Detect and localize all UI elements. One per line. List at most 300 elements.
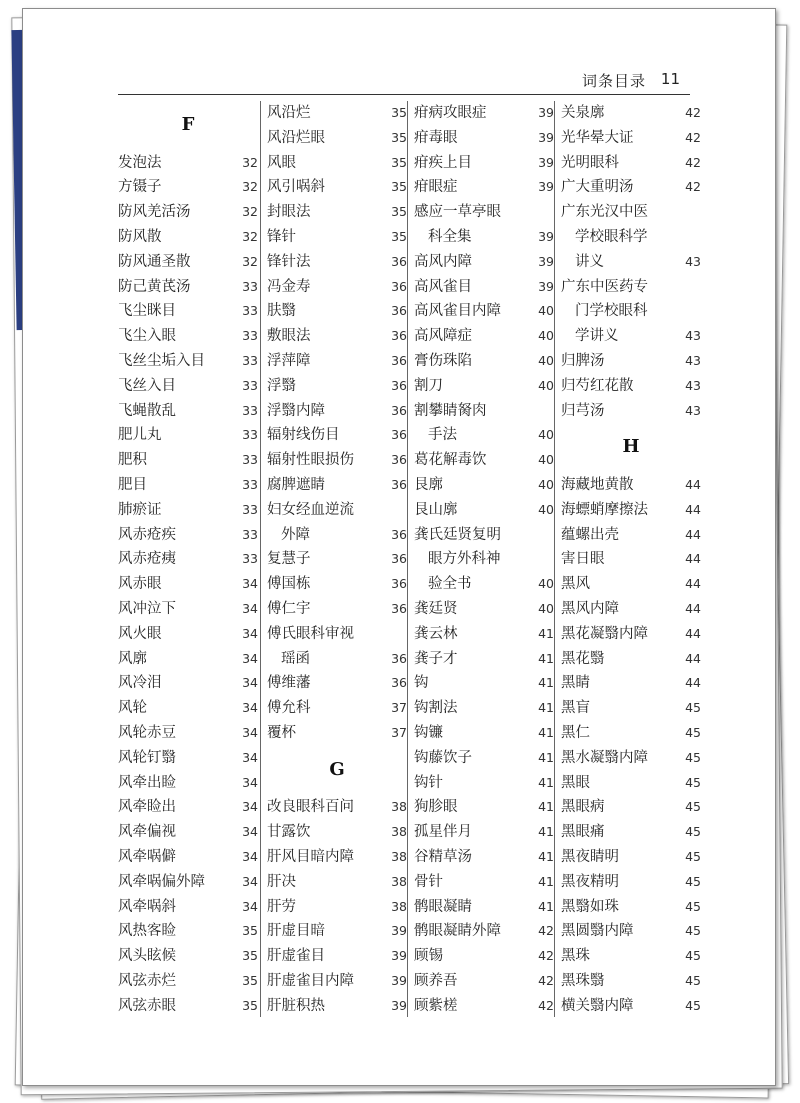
index-entry: [267, 523, 407, 548]
entry-page-number: 40: [538, 328, 554, 344]
entry-page-number: 40: [538, 352, 554, 368]
index-entry: [118, 944, 258, 969]
index-entry: [118, 473, 258, 498]
entry-term: 风轮赤豆: [118, 724, 176, 741]
index-entry: [414, 969, 554, 994]
entry-term: 葛花解毒饮: [414, 452, 487, 469]
index-entry: [414, 151, 554, 176]
entry-term: 防己黄芪汤: [118, 278, 191, 295]
section-letter: [118, 101, 258, 151]
entry-page-number: 35: [391, 129, 407, 145]
entry-page-number: 39: [391, 997, 407, 1013]
entry-page-number: 34: [242, 700, 258, 716]
entry-term: 风牵㖞僻: [118, 848, 176, 865]
index-entry: [267, 200, 407, 225]
entry-page-number: 36: [391, 452, 407, 468]
entry-page-number: 45: [685, 774, 701, 790]
index-entry: [118, 671, 258, 696]
index-entry: [414, 275, 554, 300]
entry-term: 黑水凝翳内障: [561, 749, 648, 766]
entry-term: 风牵㖞斜: [118, 898, 176, 915]
entry-term: 肺瘀证: [118, 501, 162, 518]
entry-term: 钩藤饮子: [414, 749, 472, 766]
entry-term: 龚子才: [414, 650, 458, 667]
index-entry: [561, 622, 701, 647]
index-entry: [118, 919, 258, 944]
entry-page-number: 40: [538, 476, 554, 492]
entry-term: 傅国栋: [267, 576, 311, 593]
index-entry: [414, 523, 554, 548]
entry-page-number: 36: [391, 303, 407, 319]
index-entry: [118, 523, 258, 548]
index-entry: [267, 622, 407, 647]
entry-term: 黑夜精明: [561, 873, 619, 890]
entry-term: 风赤疮痍: [118, 551, 176, 568]
index-entry: [267, 299, 407, 324]
entry-page-number: 45: [685, 898, 701, 914]
index-entry: [561, 101, 701, 126]
index-entry: [561, 399, 701, 424]
entry-term: 孤星伴月: [414, 824, 472, 841]
entry-term: 高风内障: [414, 253, 472, 270]
index-entry: [414, 944, 554, 969]
entry-term: 浮萍障: [267, 352, 311, 369]
index-entry: [267, 473, 407, 498]
entry-term: 高风雀目: [414, 278, 472, 295]
index-entry: [267, 895, 407, 920]
entry-term: 光明眼科: [561, 154, 619, 171]
entry-term: 风眼: [267, 154, 296, 171]
index-entry: [561, 374, 701, 399]
entry-page-number: 43: [685, 402, 701, 418]
index-entry: [414, 994, 554, 1019]
entry-page-number: 37: [391, 724, 407, 740]
index-entry: [267, 498, 407, 523]
entry-page-number: 42: [685, 129, 701, 145]
index-entry: [414, 498, 554, 523]
entry-term: 钩镰: [414, 724, 443, 741]
entry-page-number: 36: [391, 650, 407, 666]
index-entry: [118, 771, 258, 796]
entry-page-number: 42: [685, 105, 701, 120]
index-entry: [561, 126, 701, 151]
entry-term: 黑风: [561, 576, 590, 593]
index-entry: [118, 597, 258, 622]
index-entry: [561, 225, 701, 250]
index-entry: [267, 647, 407, 672]
entry-term: 外障: [281, 526, 310, 543]
entry-term: 黑眼病: [561, 799, 605, 816]
index-entry: [561, 597, 701, 622]
index-entry: [267, 399, 407, 424]
index-entry: [267, 374, 407, 399]
entry-term: 防风通圣散: [118, 253, 191, 270]
entry-page-number: 45: [685, 824, 701, 840]
entry-term: 龚氏廷贤复明: [414, 526, 501, 543]
entry-page-number: 34: [242, 824, 258, 840]
section-letter-label: H: [622, 436, 640, 458]
entry-term: 风热客睑: [118, 923, 176, 940]
entry-term: 锋针法: [267, 253, 311, 270]
index-entry: [561, 647, 701, 672]
entry-term: 风头眩候: [118, 948, 176, 965]
entry-page-number: 45: [685, 873, 701, 889]
entry-page-number: 40: [538, 452, 554, 468]
entry-term: 高风障症: [414, 328, 472, 345]
index-entry: [118, 647, 258, 672]
index-entry: [118, 200, 258, 225]
entry-page-number: 34: [242, 650, 258, 666]
index-entry: [267, 820, 407, 845]
index-entry: [267, 870, 407, 895]
entry-page-number: 40: [538, 303, 554, 319]
index-entry: [414, 448, 554, 473]
entry-term: 讲义: [575, 253, 604, 270]
index-entry: [414, 795, 554, 820]
header-rule: [118, 94, 690, 95]
index-entry: [267, 597, 407, 622]
entry-term: 疳疾上目: [414, 154, 472, 171]
entry-term: 肝虚目暗: [267, 923, 325, 940]
entry-page-number: 35: [242, 997, 258, 1013]
entry-page-number: 35: [242, 948, 258, 964]
entry-page-number: 35: [391, 154, 407, 170]
entry-term: 飞丝入目: [118, 377, 176, 394]
index-entry: [561, 845, 701, 870]
entry-page-number: 36: [391, 278, 407, 294]
entry-page-number: 36: [391, 377, 407, 393]
index-entry: [267, 423, 407, 448]
index-entry: [414, 572, 554, 597]
entry-term: 验全书: [428, 576, 472, 593]
column-divider: [554, 101, 555, 1017]
entry-term: 风牵㖞偏外障: [118, 873, 205, 890]
index-entry: [414, 671, 554, 696]
index-entry: [561, 250, 701, 275]
index-entry: [118, 225, 258, 250]
entry-term: 风沿烂眼: [267, 129, 325, 146]
entry-term: 高风雀目内障: [414, 303, 501, 320]
index-entry: [118, 399, 258, 424]
index-column-2: [267, 101, 407, 1018]
entry-term: 风沿烂: [267, 105, 311, 121]
entry-page-number: 45: [685, 997, 701, 1013]
entry-page-number: 45: [685, 724, 701, 740]
entry-page-number: 33: [242, 501, 258, 517]
entry-page-number: 35: [391, 228, 407, 244]
index-entry: [118, 324, 258, 349]
entry-term: 黑仁: [561, 724, 590, 741]
entry-term: 覆杯: [267, 724, 296, 741]
entry-page-number: 40: [538, 427, 554, 443]
entry-page-number: 41: [538, 898, 554, 914]
entry-term: 鹘眼凝睛外障: [414, 923, 501, 940]
index-entry: [414, 820, 554, 845]
entry-term: 改良眼科百问: [267, 799, 354, 816]
entry-term: 冯金寿: [267, 278, 311, 295]
index-entry: [414, 597, 554, 622]
entry-page-number: 33: [242, 526, 258, 542]
entry-page-number: 35: [391, 105, 407, 120]
entry-page-number: 33: [242, 278, 258, 294]
entry-page-number: 35: [391, 179, 407, 195]
index-entry: [414, 423, 554, 448]
index-entry: [414, 299, 554, 324]
entry-term: 风牵偏视: [118, 824, 176, 841]
index-entry: [561, 349, 701, 374]
entry-term: 归脾汤: [561, 352, 605, 369]
entry-page-number: 34: [242, 625, 258, 641]
index-entry: [267, 845, 407, 870]
index-entry: [118, 696, 258, 721]
index-entry: [118, 423, 258, 448]
entry-page-number: 32: [242, 204, 258, 220]
entry-term: 肝虚雀目: [267, 948, 325, 965]
entry-term: 黑夜睛明: [561, 848, 619, 865]
entry-page-number: 34: [242, 848, 258, 864]
entry-term: 海螵蛸摩擦法: [561, 501, 648, 518]
entry-term: 防风羌活汤: [118, 204, 191, 221]
index-entry: [561, 919, 701, 944]
entry-page-number: 39: [538, 105, 554, 120]
index-entry: [414, 647, 554, 672]
entry-page-number: 39: [538, 154, 554, 170]
entry-term: 关泉廓: [561, 105, 605, 121]
entry-term: 科全集: [428, 228, 472, 245]
entry-page-number: 43: [685, 328, 701, 344]
entry-page-number: 40: [538, 377, 554, 393]
entry-term: 风赤疮疾: [118, 526, 176, 543]
entry-term: 风轮: [118, 700, 147, 717]
entry-page-number: 45: [685, 848, 701, 864]
entry-term: 腐脾遮睛: [267, 476, 325, 493]
entry-term: 风弦赤眼: [118, 997, 176, 1014]
index-entry: [561, 696, 701, 721]
entry-term: 肝虚雀目内障: [267, 972, 354, 989]
entry-term: 黑花翳: [561, 650, 605, 667]
entry-page-number: 33: [242, 551, 258, 567]
entry-page-number: 34: [242, 600, 258, 616]
index-entry: [118, 870, 258, 895]
entry-page-number: 35: [242, 923, 258, 939]
entry-page-number: 33: [242, 377, 258, 393]
index-entry: [561, 771, 701, 796]
entry-page-number: 39: [538, 179, 554, 195]
index-entry: [414, 175, 554, 200]
entry-page-number: 39: [538, 129, 554, 145]
index-entry: [414, 870, 554, 895]
column-divider: [260, 101, 261, 1017]
entry-term: 风赤眼: [118, 576, 162, 593]
entry-term: 肤翳: [267, 303, 296, 320]
entry-term: 骨针: [414, 873, 443, 890]
entry-page-number: 40: [538, 600, 554, 616]
entry-page-number: 41: [538, 675, 554, 691]
entry-term: 肝决: [267, 873, 296, 890]
entry-page-number: 36: [391, 600, 407, 616]
entry-page-number: 43: [685, 377, 701, 393]
index-entry: [118, 275, 258, 300]
entry-term: 蕴螺出壳: [561, 526, 619, 543]
entry-page-number: 41: [538, 873, 554, 889]
page-number: 11: [660, 70, 680, 88]
entry-page-number: 34: [242, 799, 258, 815]
index-entry: [561, 299, 701, 324]
index-entry: [561, 870, 701, 895]
entry-term: 广大重明汤: [561, 179, 634, 196]
entry-page-number: 45: [685, 700, 701, 716]
index-entry: [561, 895, 701, 920]
entry-page-number: 32: [242, 253, 258, 269]
entry-term: 浮翳内障: [267, 402, 325, 419]
entry-page-number: 41: [538, 799, 554, 815]
index-entry: [118, 622, 258, 647]
entry-term: 黑花凝翳内障: [561, 625, 648, 642]
entry-page-number: 32: [242, 154, 258, 170]
index-entry: [414, 721, 554, 746]
entry-term: 手法: [428, 427, 457, 444]
entry-page-number: 39: [391, 948, 407, 964]
entry-term: 防风散: [118, 228, 162, 245]
section-letter-label: G: [329, 758, 345, 780]
entry-page-number: 34: [242, 873, 258, 889]
entry-page-number: 41: [538, 824, 554, 840]
index-entry: [414, 547, 554, 572]
index-entry: [561, 746, 701, 771]
index-entry: [414, 746, 554, 771]
entry-term: 疳眼症: [414, 179, 458, 196]
entry-page-number: 34: [242, 749, 258, 765]
index-column-3: [414, 101, 554, 1018]
index-entry: [561, 200, 701, 225]
index-entry: [414, 250, 554, 275]
entry-page-number: 36: [391, 551, 407, 567]
index-entry: [118, 746, 258, 771]
entry-term: 艮山廓: [414, 501, 458, 518]
index-entry: [561, 721, 701, 746]
entry-term: 黑睛: [561, 675, 590, 692]
index-entry: [561, 795, 701, 820]
entry-term: 广东光汉中医: [561, 204, 648, 221]
entry-term: 飞尘入眼: [118, 328, 176, 345]
entry-term: 门学校眼科: [575, 303, 648, 320]
index-entry: [414, 324, 554, 349]
entry-page-number: 35: [391, 204, 407, 220]
entry-page-number: 42: [538, 948, 554, 964]
entry-page-number: 44: [685, 476, 701, 492]
entry-term: 瑶函: [281, 650, 310, 667]
index-entry: [118, 845, 258, 870]
entry-page-number: 32: [242, 179, 258, 195]
entry-term: 横关翳内障: [561, 997, 634, 1014]
entry-page-number: 44: [685, 675, 701, 691]
entry-page-number: 36: [391, 328, 407, 344]
entry-term: 飞蝇散乱: [118, 402, 176, 419]
section-letter: [561, 423, 701, 473]
index-entry: [267, 994, 407, 1019]
index-entry: [118, 795, 258, 820]
entry-page-number: 38: [391, 799, 407, 815]
entry-term: 肝劳: [267, 898, 296, 915]
entry-page-number: 34: [242, 724, 258, 740]
entry-term: 浮翳: [267, 377, 296, 394]
index-entry: [267, 349, 407, 374]
index-entry: [267, 696, 407, 721]
entry-page-number: 45: [685, 923, 701, 939]
entry-term: 黑珠: [561, 948, 590, 965]
entry-term: 辐射线伤目: [267, 427, 340, 444]
index-entry: [118, 969, 258, 994]
entry-page-number: 38: [391, 824, 407, 840]
entry-page-number: 41: [538, 700, 554, 716]
entry-term: 归芎汤: [561, 402, 605, 419]
index-entry: [118, 572, 258, 597]
entry-page-number: 42: [685, 179, 701, 195]
index-entry: [118, 448, 258, 473]
entry-term: 肥目: [118, 476, 147, 493]
entry-page-number: 33: [242, 303, 258, 319]
entry-page-number: 36: [391, 526, 407, 542]
column-divider: [407, 101, 408, 1017]
index-entry: [118, 721, 258, 746]
index-entry: [267, 795, 407, 820]
index-entry: [118, 175, 258, 200]
entry-page-number: 41: [538, 749, 554, 765]
entry-page-number: 43: [685, 253, 701, 269]
entry-page-number: 44: [685, 576, 701, 592]
entry-term: 黑珠翳: [561, 972, 605, 989]
entry-page-number: 40: [538, 501, 554, 517]
index-entry: [561, 572, 701, 597]
entry-term: 辐射性眼损伤: [267, 452, 354, 469]
entry-page-number: 41: [538, 848, 554, 864]
entry-term: 感应一草亭眼: [414, 204, 501, 221]
index-entry: [561, 547, 701, 572]
index-entry: [414, 374, 554, 399]
index-entry: [561, 473, 701, 498]
entry-page-number: 36: [391, 576, 407, 592]
entry-term: 封眼法: [267, 204, 311, 221]
entry-page-number: 38: [391, 898, 407, 914]
index-entry: [267, 547, 407, 572]
entry-page-number: 42: [538, 972, 554, 988]
index-entry: [414, 101, 554, 126]
index-entry: [561, 498, 701, 523]
index-entry: [118, 349, 258, 374]
entry-term: 顾紫槎: [414, 997, 458, 1014]
index-entry: [267, 175, 407, 200]
entry-page-number: 36: [391, 402, 407, 418]
index-entry: [561, 523, 701, 548]
entry-term: 风引㖞斜: [267, 179, 325, 196]
entry-term: 害日眼: [561, 551, 605, 568]
entry-page-number: 42: [685, 154, 701, 170]
entry-page-number: 42: [538, 923, 554, 939]
entry-page-number: 32: [242, 228, 258, 244]
entry-term: 复慧子: [267, 551, 311, 568]
index-entry: [267, 324, 407, 349]
index-entry: [414, 349, 554, 374]
entry-page-number: 39: [391, 972, 407, 988]
entry-page-number: 37: [391, 700, 407, 716]
index-entry: [561, 944, 701, 969]
entry-term: 风廓: [118, 650, 147, 667]
entry-page-number: 39: [538, 253, 554, 269]
index-entry: [561, 275, 701, 300]
entry-page-number: 39: [538, 278, 554, 294]
entry-term: 鹘眼凝睛: [414, 898, 472, 915]
index-entry: [414, 771, 554, 796]
